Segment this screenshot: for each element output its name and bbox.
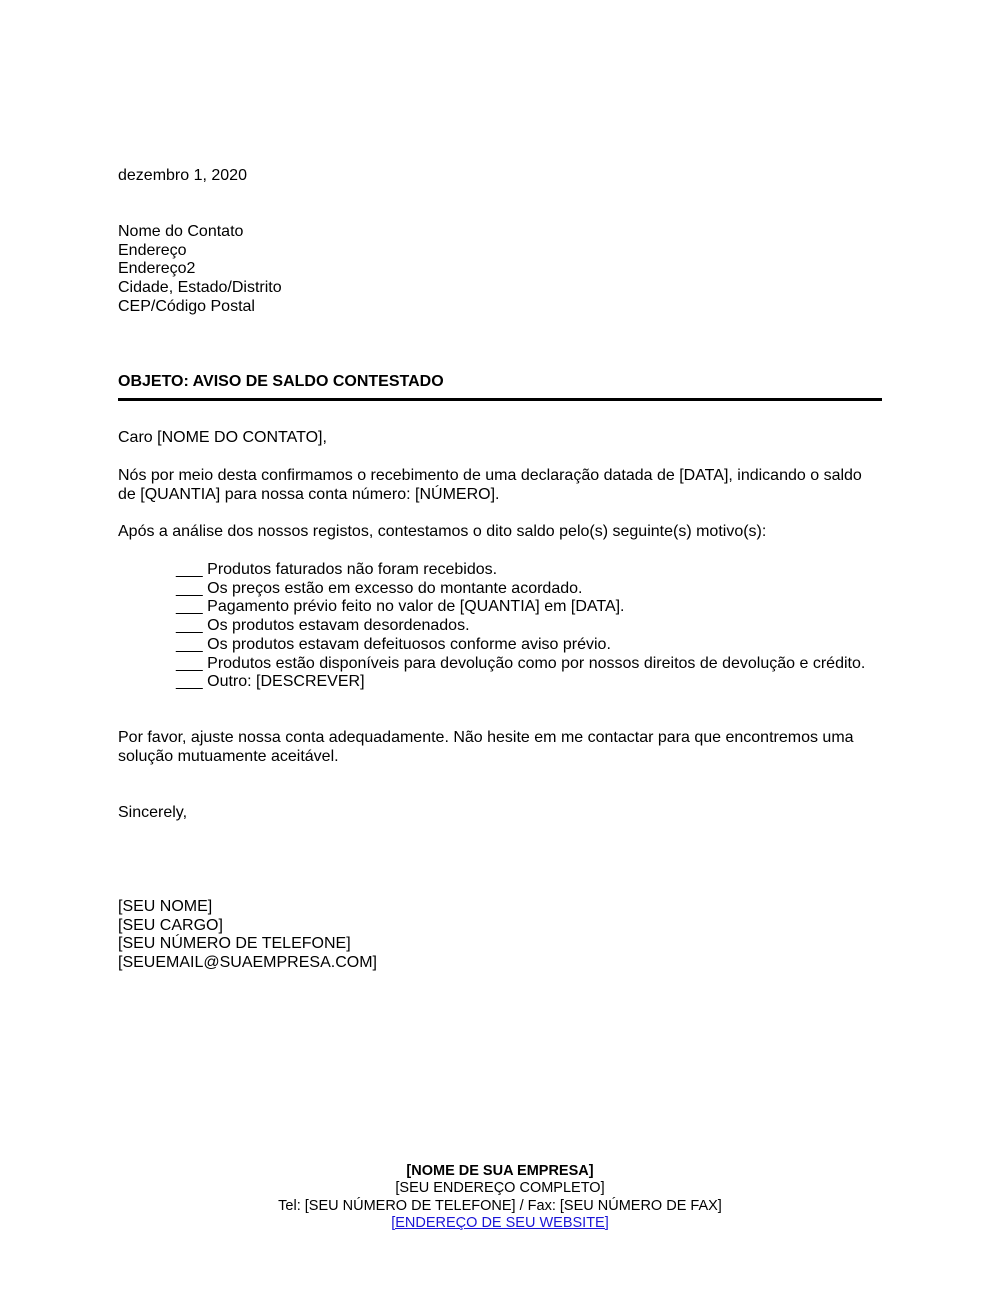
signoff — [118, 804, 884, 823]
subject-text: OBJETO: AVISO DE SALDO CONTESTADO — [118, 373, 444, 390]
paragraph-1 — [118, 467, 884, 504]
letter-date — [118, 167, 884, 186]
signature-email: [SEUEMAIL@SUAEMPRESA.COM] — [118, 954, 377, 972]
paragraph-2-text: Após a análise dos nossos registos, contestamos o dito saldo pelo(s) seguinte(s) motivo(s): — [118, 523, 767, 540]
paragraph-2 — [118, 523, 884, 542]
paragraph-1-line-1: Nós por meio desta confirmamos o recebimento de uma declaração datada de [DATA], indicando o saldo — [118, 467, 862, 484]
signature-phone: [SEU NÚMERO DE TELEFONE] — [118, 935, 351, 953]
date-text: dezembro 1, 2020 — [118, 167, 247, 184]
recipient-block — [118, 223, 884, 317]
list-item: ___ Outro: [DESCREVER] — [176, 673, 365, 691]
footer-website-link[interactable]: [ENDEREÇO DE SEU WEBSITE] — [391, 1214, 609, 1231]
signature-name: [SEU NOME] — [118, 898, 213, 915]
recipient-address2: Endereço2 — [118, 260, 196, 278]
footer-contact: Tel: [SEU NÚMERO DE TELEFONE] / Fax: [SEU NÚMERO DE FAX] — [278, 1197, 722, 1214]
list-item: ___ Produtos faturados não foram recebidos. — [176, 561, 498, 578]
recipient-name: Nome do Contato — [118, 223, 244, 240]
list-item: ___ Os produtos estavam defeituosos conforme aviso prévio. — [176, 635, 611, 653]
closing-line-2: solução mutuamente aceitável. — [118, 747, 339, 765]
salutation-text: Caro [NOME DO CONTATO], — [118, 429, 327, 446]
recipient-address1: Endereço — [118, 241, 187, 259]
list-item: ___ Os produtos estavam desordenados. — [176, 617, 470, 635]
salutation — [118, 429, 884, 448]
recipient-city: Cidade, Estado/Distrito — [118, 279, 282, 297]
recipient-postal: CEP/Código Postal — [118, 297, 255, 315]
footer-address: [SEU ENDEREÇO COMPLETO] — [395, 1180, 605, 1197]
list-item: ___ Produtos estão disponíveis para devolução como por nossos direitos de devolução e crédito. — [176, 654, 866, 672]
footer-company-name: [NOME DE SUA EMPRESA] — [406, 1163, 594, 1179]
closing-paragraph — [118, 729, 884, 766]
company-footer — [0, 1163, 1000, 1232]
subject-heading — [118, 373, 884, 392]
subject-divider — [118, 398, 882, 401]
list-item: ___ Os preços estão em excesso do montante acordado. — [176, 579, 583, 597]
signature-title: [SEU CARGO] — [118, 916, 223, 934]
signature-block — [118, 898, 884, 973]
reasons-list — [176, 561, 896, 692]
closing-line-1: Por favor, ajuste nossa conta adequadamente. Não hesite em me contactar para que encontremos uma — [118, 729, 854, 746]
list-item: ___ Pagamento prévio feito no valor de [QUANTIA] em [DATA]. — [176, 598, 625, 616]
signoff-text: Sincerely, — [118, 804, 188, 821]
paragraph-1-line-2: de [QUANTIA] para nossa conta número: [NÚMERO]. — [118, 485, 500, 503]
